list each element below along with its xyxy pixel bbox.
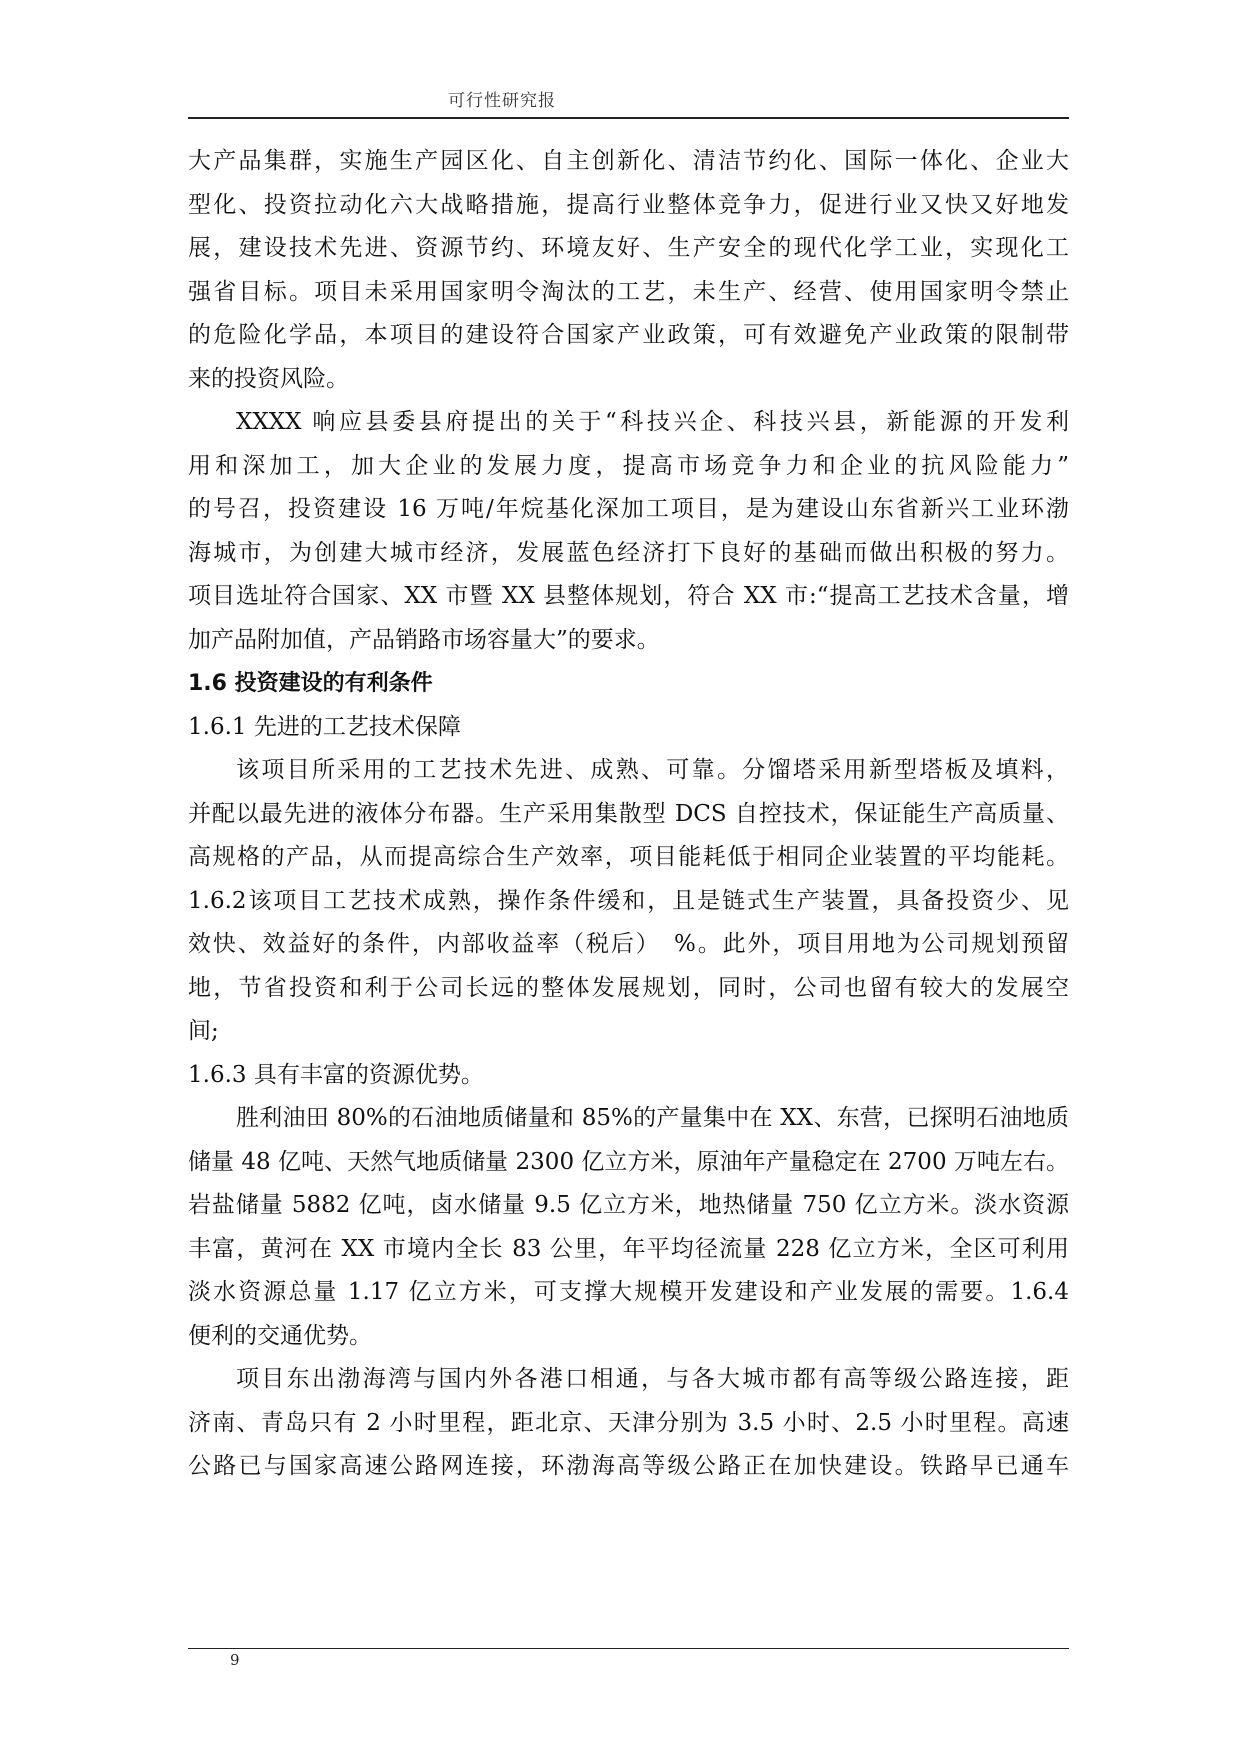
text-line: 岩盐储量 5882 亿吨，卤水储量 9.5 亿立方米，地热储量 750 亿立方米。淡水资源: [188, 1192, 1069, 1218]
text-line: 便利的交通优势。: [188, 1322, 372, 1349]
footer-rule: [188, 1648, 1069, 1649]
text-line: 间;: [188, 1018, 219, 1044]
text-line: 展，建设技术先进、资源节约、环境友好、生产安全的现代化学工业，实现化工: [188, 235, 1069, 261]
text-line: 项目东出渤海湾与国内外各港口相通，与各大城市都有高等级公路连接，距: [236, 1366, 1069, 1392]
running-header-title: 可行性研究报: [448, 91, 556, 111]
subsection-heading: 1.6.3 具有丰富的资源优势。: [188, 1061, 484, 1088]
text-line: 强省目标。项目未采用国家明令淘汰的工艺，未生产、经营、使用国家明令禁止: [188, 278, 1069, 305]
text-line: 储量 48 亿吨、天然气地质储量 2300 亿立方米，原油年产量稳定在 2700 万吨左右。: [188, 1148, 1069, 1175]
text-line: 公路已与国家高速公路网连接，环渤海高等级公路正在加快建设。铁路早已通车: [188, 1453, 1069, 1479]
text-line: 济南、青岛只有 2 小时里程，距北京、天津分别为 3.5 小时、2.5 小时里程。高速: [188, 1409, 1069, 1436]
text-line: 淡水资源总量 1.17 亿立方米，可支撑大规模开发建设和产业发展的需要。1.6.4: [188, 1279, 1069, 1305]
text-line: 1.6.2该项目工艺技术成熟，操作条件缓和，且是链式生产装置，具备投资少、见: [188, 887, 1069, 914]
header-rule: [188, 117, 1069, 119]
text-line: 该项目所采用的工艺技术先进、成熟、可靠。分馏塔采用新型塔板及填料，: [236, 757, 1069, 783]
text-line: 地，节省投资和利于公司长远的整体发展规划，同时，公司也留有较大的发展空: [188, 974, 1069, 1001]
section-heading: 1.6 投资建设的有利条件: [188, 671, 433, 696]
text-line: 的危险化学品，本项目的建设符合国家产业政策，可有效避免产业政策的限制带: [188, 322, 1069, 348]
text-line: 的号召，投资建设 16 万吨/年烷基化深加工项目，是为建设山东省新兴工业环渤: [188, 496, 1069, 522]
subsection-heading: 1.6.1 先进的工艺技术保障: [188, 713, 461, 740]
text-line: 型化、投资拉动化六大战略措施，提高行业整体竞争力，促进行业又快又好地发: [188, 191, 1069, 218]
page-number: 9: [230, 1651, 240, 1669]
text-line: 胜利油田 80%的石油地质储量和 85%的产量集中在 XX、东营，已探明石油地质: [236, 1105, 1069, 1131]
text-line: 效快、效益好的条件，内部收益率（税后） %。此外，项目用地为公司规划预留: [188, 931, 1069, 957]
text-line: 丰富，黄河在 XX 市境内全长 83 公里，年平均径流量 228 亿立方米，全区可利用: [188, 1235, 1069, 1262]
text-line: 高规格的产品，从而提高综合生产效率，项目能耗低于相同企业装置的平均能耗。: [188, 844, 1069, 870]
text-line: XXXX 响应县委县府提出的关于“科技兴企、科技兴县，新能源的开发利: [236, 409, 1069, 435]
text-line: 并配以最先进的液体分布器。生产采用集散型 DCS 自控技术，保证能生产高质量、: [188, 800, 1069, 827]
document-body: [188, 140, 1069, 1489]
text-line: 来的投资风险。: [188, 365, 349, 392]
text-line: 加产品附加值，产品销路市场容量大”的要求。: [188, 626, 660, 653]
text-line: 项目选址符合国家、XX 市暨 XX 县整体规划，符合 XX 市:“提高工艺技术含量，增: [188, 583, 1069, 609]
text-line: 大产品集群，实施生产园区化、自主创新化、清洁节约化、国际一体化、企业大: [188, 148, 1069, 174]
text-line: 海城市，为创建大城市经济，发展蓝色经济打下良好的基础而做出积极的努力。: [188, 539, 1069, 566]
text-line: 用和深加工，加大企业的发展力度，提高市场竞争力和企业的抗风险能力”: [188, 452, 1069, 479]
